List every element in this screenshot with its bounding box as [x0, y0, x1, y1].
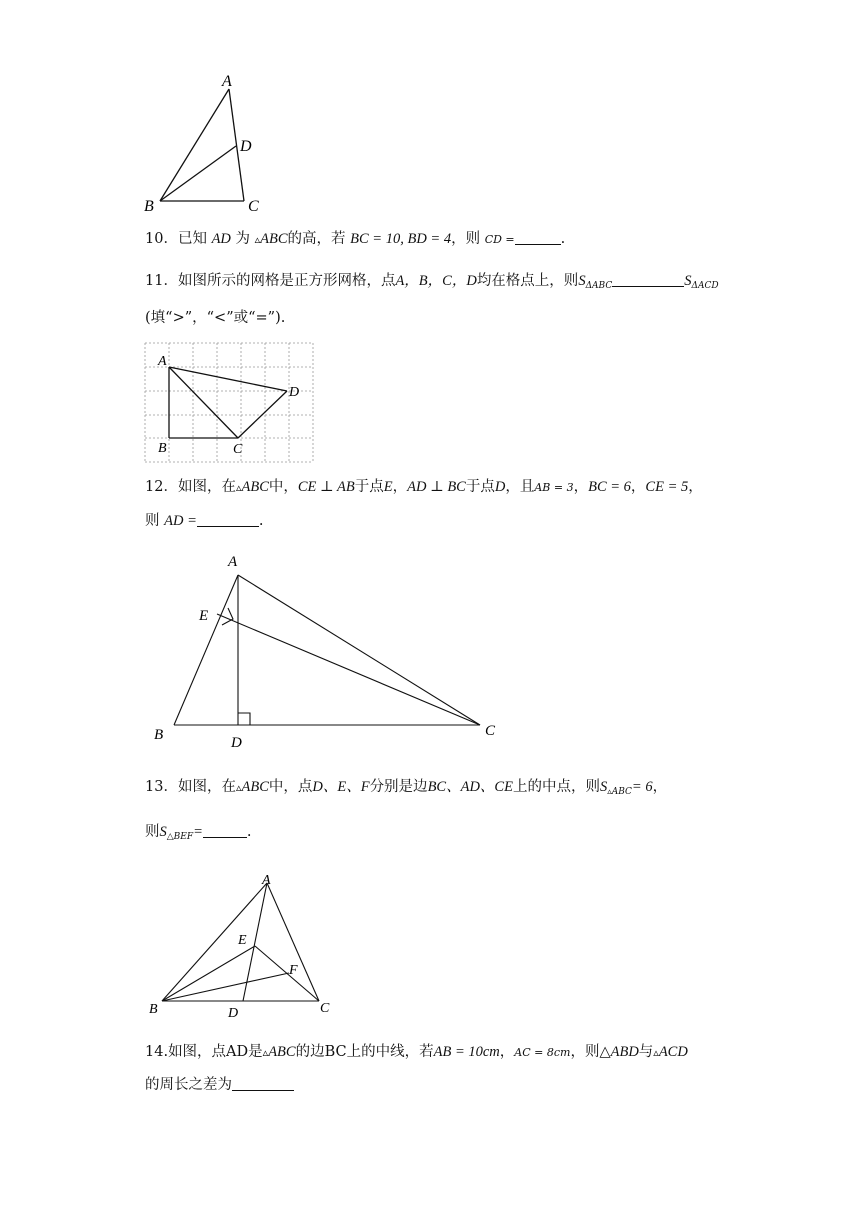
label-B: B: [158, 441, 167, 456]
question-14-line2: 的周长之差为: [145, 1075, 294, 1095]
label-D: D: [228, 1006, 239, 1021]
question-13: 13．如图，在▵ABC中，点D、E、F分别是边BC、AD、CE上的中点，则$S_{▵ABC}= 6$，: [145, 779, 668, 797]
label-F: F: [289, 963, 298, 978]
question-12: 12．如图，在▵ABC中，CE ⊥ AB于点E，AD ⊥ BC于点D，且AB = 3，BC = 6，CE = 5，: [145, 479, 703, 495]
label-C: C: [320, 1001, 330, 1016]
answer-blank-13: [203, 823, 247, 838]
question-11-line2: (填“>”，“<”或“=”).: [145, 310, 286, 326]
label-B: B: [149, 1002, 158, 1017]
label-D: D: [231, 735, 242, 751]
question-14: 14.如图，点AD是▵ABC的边BC上的中线，若AB = 10cm，AC = 8cm，则△ABD与▵ACD: [145, 1044, 688, 1060]
answer-blank-11: [612, 272, 684, 287]
figure-12: [145, 548, 515, 753]
label-B: B: [154, 727, 164, 743]
label-E: E: [238, 933, 247, 948]
label-B: B: [144, 198, 154, 215]
label-A: A: [262, 873, 271, 888]
label-C: C: [485, 723, 496, 739]
label-C: C: [233, 442, 243, 457]
question-10: 10．已知 AD 为 ▵ABC的高，若 BC = 10, BD = 4，则 CD = .: [145, 231, 566, 247]
label-A: A: [222, 73, 232, 90]
label-D: D: [240, 138, 252, 155]
label-A: A: [228, 554, 238, 570]
figure-13: [140, 862, 360, 1027]
label-A: A: [158, 354, 167, 369]
answer-blank-12: [197, 512, 259, 527]
figure-triangle-abc-d: [130, 60, 280, 220]
question-13-line2: 则$S_{\triangle BEF}=$ .: [145, 824, 252, 842]
question-11: 11．如图所示的网格是正方形网格，点A，B，C，D均在格点上，则$S_{\Delta ABC}$ $S_{\Delta ACD}$: [145, 273, 719, 291]
label-E: E: [199, 608, 209, 624]
figure-grid: [140, 337, 320, 467]
label-D: D: [289, 385, 300, 400]
label-C: C: [248, 198, 259, 215]
question-12-line2: 则 AD = .: [145, 513, 264, 529]
answer-blank-10: [515, 230, 561, 245]
answer-blank-14: [232, 1076, 294, 1091]
